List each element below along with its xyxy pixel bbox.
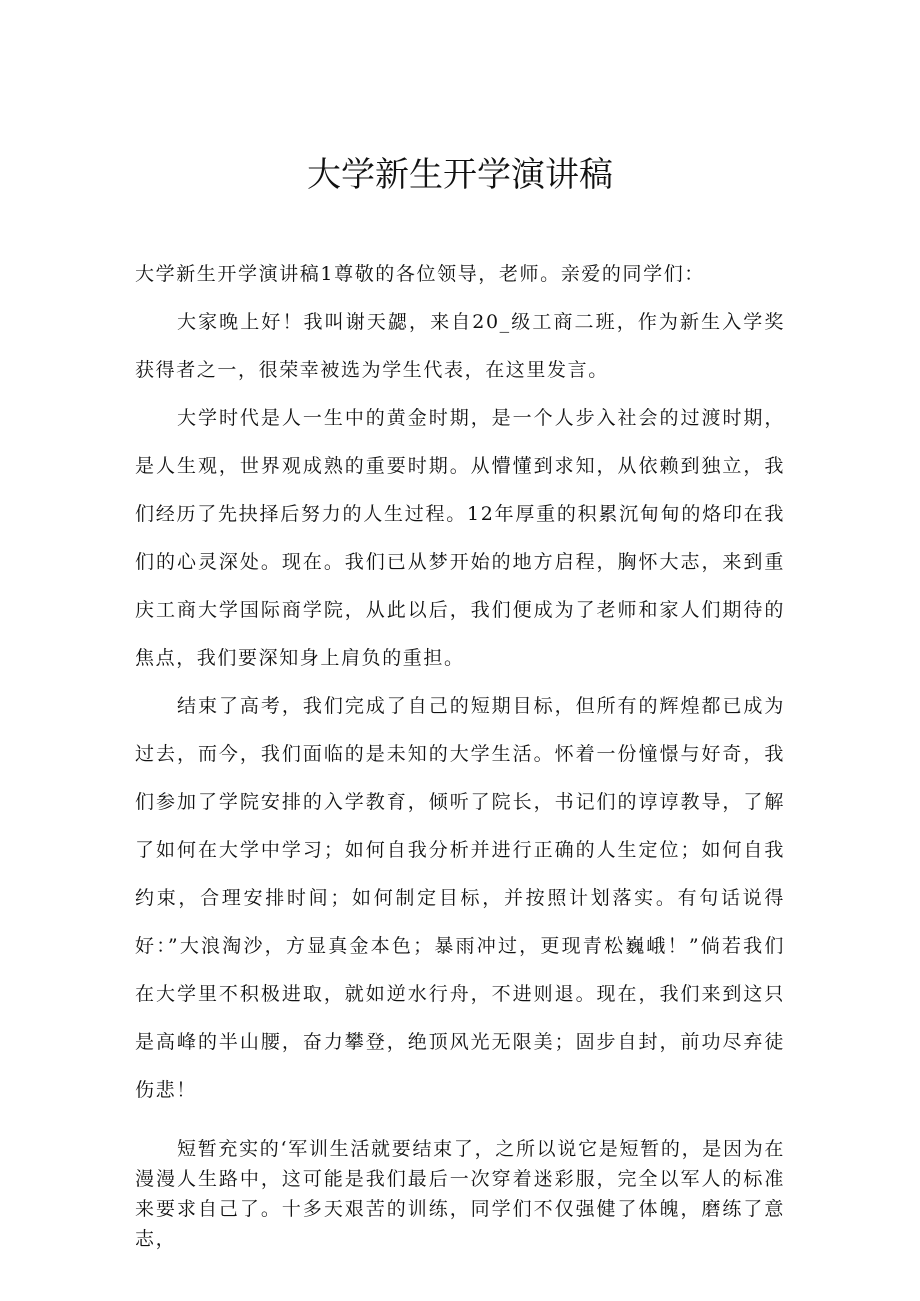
document-title: 大学新生开学演讲稿 (307, 155, 613, 195)
document-body (135, 250, 785, 1254)
paragraph-military-training: 短暂充实的‘军训生活就要结束了，之所以说它是短暂的，是因为在漫漫人生路中，这可能是我们最后一次穿着迷彩服，完全以军人的标准来要求自己了。十多天艰苦的训练，同学们不仅强健了体魄，磨练了意志， (135, 1138, 785, 1250)
paragraph-greeting: 大学新生开学演讲稿1尊敬的各位领导，老师。亲爱的同学们： (135, 263, 705, 285)
paragraph-university-period: 大学时代是人一生中的黄金时期，是一个人步入社会的过渡时期，是人生观，世界观成熟的重要时期。从懵懂到求知，从依赖到独立，我们经历了先抉择后努力的人生过程。12年厚重的积累沉甸甸的烙印在我们的心灵深处。现在。我们已从梦开始的地方启程，胸怀大志，来到重庆工商大学国际商学院，从此以后，我们便成为了老师和家人们期待的焦点，我们要深知身上肩负的重担。 (135, 407, 785, 669)
paragraph-after-exam: 结束了高考，我们完成了自己的短期目标，但所有的辉煌都已成为过去，而今，我们面临的是未知的大学生活。怀着一份憧憬与好奇，我们参加了学院安排的入学教育，倾听了院长，书记们的谆谆教导，了解了如何在大学中学习；如何自我分析并进行正确的人生定位；如何自我约束，合理安排时间；如何制定目标，并按照计划落实。有句话说得好：”大浪淘沙，方显真金本色；暴雨冲过，更现青松巍峨！”倘若我们在大学里不积极进取，就如逆水行舟，不进则退。现在，我们来到这只是高峰的半山腰，奋力攀登，绝顶风光无限美；固步自封，前功尽弃徒伤悲！ (135, 695, 785, 1101)
paragraph-introduction: 大家晚上好！我叫谢天勰，来自20_级工商二班，作为新生入学奖获得者之一，很荣幸被选为学生代表，在这里发言。 (135, 311, 785, 381)
